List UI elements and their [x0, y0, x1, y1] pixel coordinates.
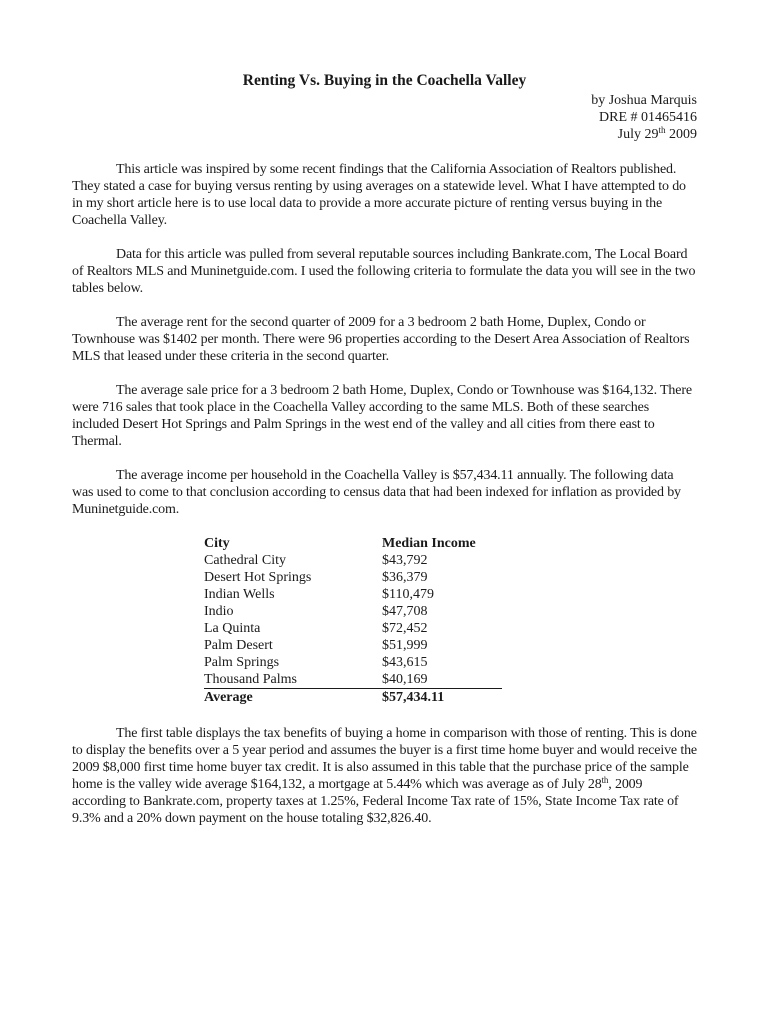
city-cell: Cathedral City: [204, 553, 287, 568]
header-city: City: [204, 536, 230, 551]
income-cell: $36,379: [382, 570, 428, 585]
table-row: [204, 654, 502, 671]
table-row: [204, 569, 502, 586]
paragraph-average-rent: The average rent for the second quarter of 2009 for a 3 bedroom 2 bath Home, Duplex, Condo or Townhouse was $1402 per month. There were 96 properties according to the Desert Area Association of Realtors MLS that leased under these criteria in the second quarter.: [72, 315, 690, 364]
dre-line: DRE # 01465416: [599, 110, 697, 125]
date-suffix: 2009: [665, 127, 697, 142]
paragraph-intro: This article was inspired by some recent findings that the California Association of Realtors published. They stated a case for buying versus renting by using averages on a statewide level. What I have attempted to do in my short article here is to use local data to provide a more accurate picture of renting versus buying in the Coachella Valley.: [72, 162, 686, 228]
table-row: [204, 603, 502, 620]
table-row: [204, 671, 502, 689]
paragraph-average-income: The average income per household in the Coachella Valley is $57,434.11 annually. The following data was used to come to that conclusion according to census data that had been indexed for inflation as provided by Muninetguide.com.: [72, 468, 681, 517]
city-cell: Desert Hot Springs: [204, 570, 312, 585]
income-cell: $47,708: [382, 604, 428, 619]
city-cell: Palm Springs: [204, 655, 280, 670]
tax-benefits-superscript: th: [601, 775, 609, 785]
tax-benefits-text-end: , 2009 according to Bankrate.com, property taxes at 1.25%, Federal Income Tax rate of 15%, State Income Tax rate of 9.3% and a 20% down payment on the house totaling $32,826.40.: [72, 777, 679, 826]
average-value: $57,434.11: [382, 690, 445, 705]
byline: [72, 92, 697, 143]
city-cell: Palm Desert: [204, 638, 273, 653]
city-cell: Indio: [204, 604, 234, 619]
author-line: by Joshua Marquis: [591, 93, 697, 108]
income-cell: $43,792: [382, 553, 428, 568]
paragraph-tax-benefits: [72, 725, 697, 827]
article-title: Renting Vs. Buying in the Coachella Valley: [242, 72, 527, 89]
table-row: [204, 586, 502, 603]
income-cell: $40,169: [382, 671, 502, 689]
table-row: [204, 637, 502, 654]
date-superscript: th: [658, 125, 666, 135]
city-cell: Indian Wells: [204, 587, 275, 602]
date-prefix: July 29: [617, 127, 659, 142]
table-row: [204, 620, 502, 637]
average-label: Average: [204, 690, 253, 705]
city-cell: Thousand Palms: [204, 671, 382, 689]
paragraph-sources: Data for this article was pulled from several reputable sources including Bankrate.com, The Local Board of Realtors MLS and Muninetguide.com. I used the following criteria to formulate the data you will see in the two tables below.: [72, 247, 696, 296]
date-line: [72, 126, 697, 143]
header-median-income: Median Income: [382, 536, 476, 551]
tax-benefits-text: The first table displays the tax benefits of buying a home in comparison with those of renting. This is done to display the benefits over a 5 year period and assumes the buyer is a first time home buyer and would receive the 2009 $8,000 first time home buyer tax credit. It is also assumed in this table that the purchase price of the sample home is the valley wide average $164,132, a mortgage at 5.44% which was average as of July 28: [72, 726, 697, 792]
income-cell: $51,999: [382, 638, 428, 653]
income-cell: $110,479: [382, 587, 434, 602]
median-income-table: [204, 535, 502, 706]
table-row: [204, 552, 502, 569]
income-cell: $43,615: [382, 655, 428, 670]
paragraph-average-sale: The average sale price for a 3 bedroom 2 bath Home, Duplex, Condo or Townhouse was $164,132. There were 716 sales that took place in the Coachella Valley according to the same MLS. Both of these searches included Desert Hot Springs and Palm Springs in the west end of the valley and all cities from there east to Thermal.: [72, 383, 692, 449]
income-cell: $72,452: [382, 621, 428, 636]
table-average-row: [204, 689, 502, 707]
city-cell: La Quinta: [204, 621, 261, 636]
document-page: [72, 70, 697, 827]
table-header-row: [204, 535, 502, 552]
